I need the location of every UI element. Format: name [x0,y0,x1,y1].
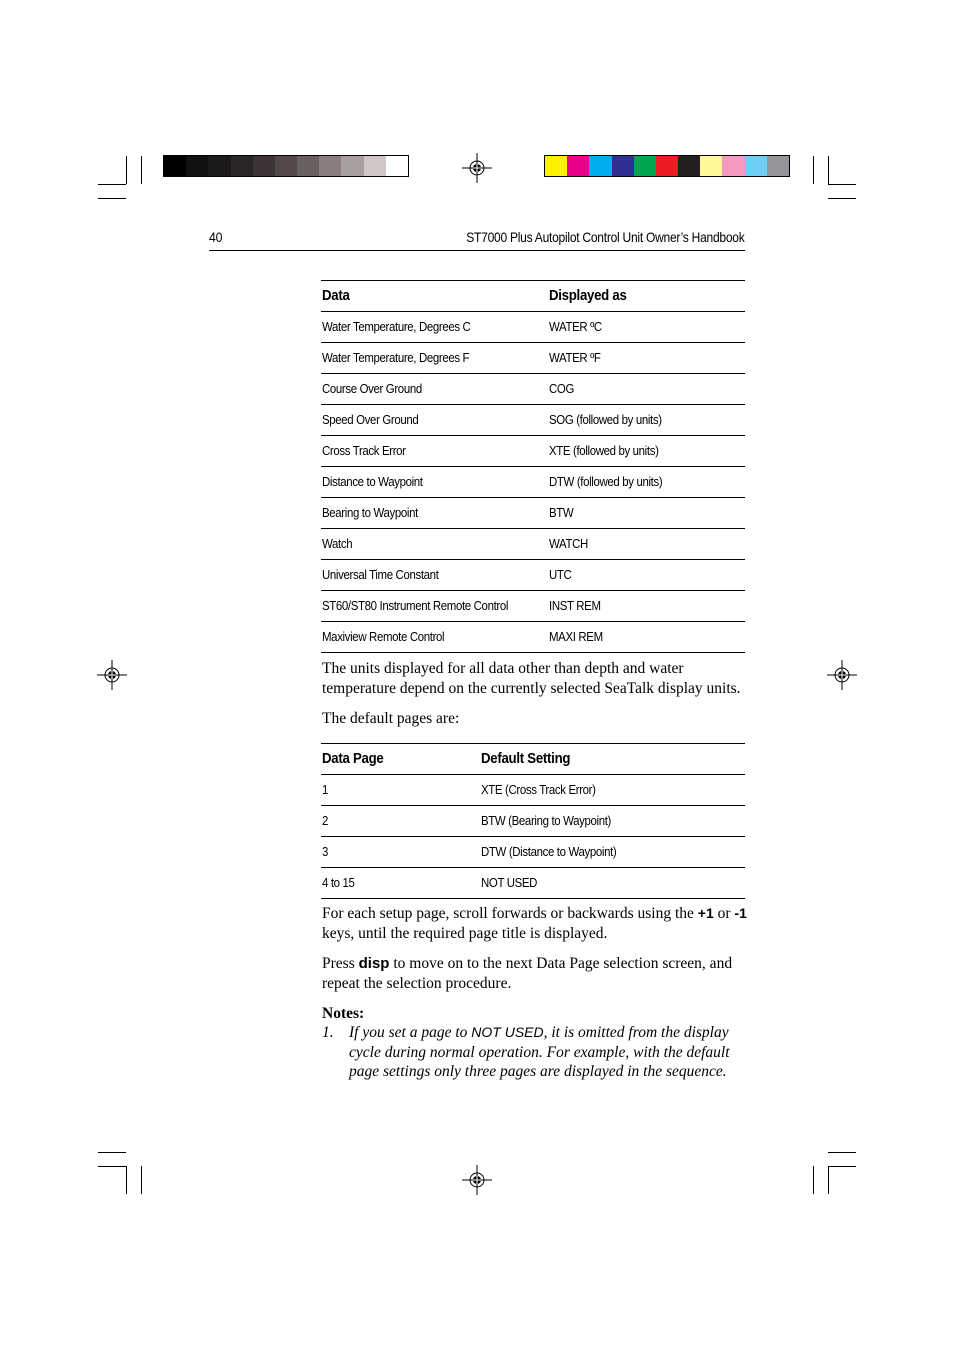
color-swatch [275,156,297,176]
text: or [713,905,735,922]
table-row [321,775,745,806]
crop-mark [813,1166,814,1194]
table-cell: DTW (followed by units) [549,474,663,489]
color-swatch [612,156,634,176]
color-swatch [341,156,363,176]
header-rule [209,250,745,251]
color-swatch [745,156,767,176]
table-cell: BTW (Bearing to Waypoint) [481,813,612,828]
color-swatch [231,156,253,176]
registration-mark-icon [97,660,127,690]
table-cell: WATER ºC [549,319,602,334]
color-swatch [678,156,700,176]
table-cell: MAXI REM [549,629,603,644]
column-header-data-page: Data Page [322,750,384,767]
crop-mark [98,1166,126,1167]
running-header-title: ST7000 Plus Autopilot Control Unit Owner’s Handbook [465,229,744,245]
color-swatch [297,156,319,176]
table-row [321,405,745,436]
table-cell: Speed Over Ground [322,412,419,427]
note-number: 1. [322,1024,334,1041]
table-cell: XTE (followed by units) [549,443,659,458]
color-swatch [545,156,567,176]
default-pages-intro: The default pages are: [322,710,460,727]
crop-mark [828,184,856,185]
registration-mark-icon [462,1165,492,1195]
table-row [321,868,745,899]
table-row [321,498,745,529]
color-swatch [186,156,208,176]
color-swatch [319,156,341,176]
table-cell: UTC [549,567,572,582]
crop-mark [828,156,829,184]
data-display-table [321,280,745,653]
table-cell: XTE (Cross Track Error) [481,782,596,797]
crop-mark [813,156,814,184]
color-swatch [767,156,789,176]
table-cell: COG [549,381,575,396]
crop-mark [98,184,126,185]
table-row [321,806,745,837]
text: keys, until the required page title is displayed. [322,924,608,942]
table-cell: 1 [322,782,329,797]
color-swatch [253,156,275,176]
table-row [321,312,745,343]
table-cell: Water Temperature, Degrees C [322,319,471,334]
crop-mark [141,1166,142,1194]
crop-mark [828,1166,829,1194]
table-cell: 2 [322,813,329,828]
table-row [321,837,745,868]
table-row [321,436,745,467]
text: Press [322,955,359,972]
crop-mark [828,198,856,199]
table-header-row [321,744,745,775]
text: to move on to the next Data Page selection screen, and repeat the selection procedure. [322,955,733,992]
crop-mark [141,156,142,184]
table-cell: BTW [549,505,574,520]
table-cell: WATER ºF [549,350,601,365]
table-row [321,529,745,560]
notes-heading: Notes: [322,1005,365,1022]
color-swatch [164,156,186,176]
color-swatch [722,156,744,176]
table-cell: 4 to 15 [322,875,355,890]
crop-mark [126,1166,127,1194]
color-swatch [656,156,678,176]
table-cell: WATCH [549,536,588,551]
text: For each setup page, scroll forwards or backwards using the [322,905,698,922]
table-row [321,591,745,622]
color-swatch [567,156,589,176]
table-cell: Watch [322,536,353,551]
table-cell: DTW (Distance to Waypoint) [481,844,617,859]
column-header-data: Data [322,287,350,304]
table-cell: NOT USED [481,875,538,890]
table-cell: 3 [322,844,329,859]
scroll-instructions-paragraph [322,904,747,943]
table-cell: Cross Track Error [322,443,406,458]
color-swatch [364,156,386,176]
registration-mark-icon [462,153,492,183]
color-swatch [386,156,408,176]
table-header-row [321,281,745,312]
table-cell: ST60/ST80 Instrument Remote Control [322,598,509,613]
table-row [321,622,745,653]
default-pages-table [321,743,745,899]
table-cell: Bearing to Waypoint [322,505,418,520]
color-swatch [208,156,230,176]
color-calibration-bar [544,155,790,177]
table-row [321,343,745,374]
crop-mark [98,198,126,199]
table-cell: INST REM [549,598,601,613]
table-row [321,560,745,591]
table-cell: Course Over Ground [322,381,422,396]
plus-one-key-label: +1 [697,905,714,921]
disp-key-label: disp [358,955,390,972]
table-cell: Distance to Waypoint [322,474,423,489]
table-cell: SOG (followed by units) [549,412,662,427]
greyscale-calibration-bar [163,155,409,177]
text: If you set a page to [349,1024,472,1041]
table-cell: Maxiview Remote Control [322,629,445,644]
column-header-default-setting: Default Setting [481,750,571,767]
units-paragraph: The units displayed for all data other than depth and water temperature depend on the currently selected SeaTalk display units. [322,660,741,697]
table-cell: Water Temperature, Degrees F [322,350,470,365]
note-text [349,1023,744,1082]
crop-mark [828,1166,856,1167]
page-number: 40 [209,229,223,245]
table-row [321,374,745,405]
crop-mark [126,156,127,184]
text: , it is omitted from the display cycle during normal operation. For example, with the default page settings only three pages are displayed in the sequence. [349,1024,730,1080]
crop-mark [828,1152,856,1153]
crop-mark [98,1152,126,1153]
table-cell: Universal Time Constant [322,567,439,582]
minus-one-key-label: -1 [734,905,747,921]
not-used-label: NOT USED [471,1024,544,1040]
color-swatch [634,156,656,176]
disp-instructions-paragraph [322,954,747,993]
color-swatch [589,156,611,176]
registration-mark-icon [827,660,857,690]
table-row [321,467,745,498]
color-swatch [700,156,722,176]
column-header-displayed-as: Displayed as [549,287,627,304]
